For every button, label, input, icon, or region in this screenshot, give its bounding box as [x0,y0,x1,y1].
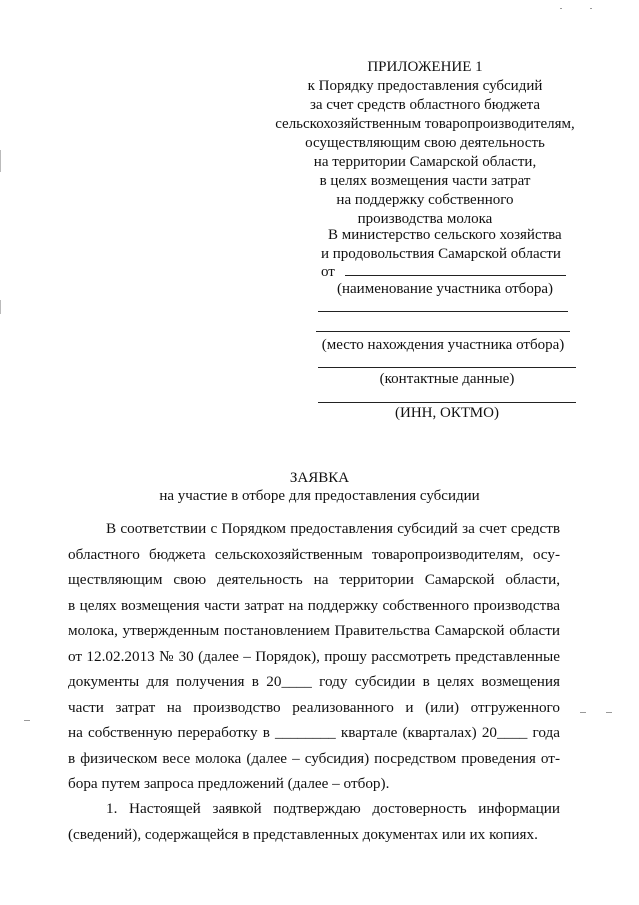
caption-contacts: (контактные данные) [379,371,515,387]
paragraph-line: областного бюджета сельскохозяйственным товаропроизводителям, осу- [68,545,560,563]
paragraph-line: в целях возмещения части затрат на поддержку собственного производства [68,596,560,614]
paragraph-line: в физическом весе молока (далее – субсидия) посредством проведения от- [68,749,560,767]
paragraph-line: (сведений), содержащейся в представленных документах или их копиях. [68,825,538,843]
paragraph-line: от 12.02.2013 № 30 (далее – Порядок), прошу рассмотреть представленные [68,647,560,665]
location-line [316,331,570,332]
scan-speck [590,8,592,9]
caption-applicant-name: (наименование участника отбора) [337,281,553,297]
paragraph-line: молока, утвержденным постановлением Правительства Самарской области [68,622,560,639]
addressee-ministry: В министерство сельского хозяйства [328,227,562,243]
scan-edge-mark [0,300,1,314]
body-paragraph-item-1 [68,796,560,847]
contacts-line [318,367,576,368]
paragraph-line: В соответствии с Порядком предоставления субсидий за счет средств [106,520,560,537]
caption-ids: (ИНН, ОКТМО) [395,405,499,421]
appendix-line: на территории Самарской области, [313,154,537,170]
ids-line [318,402,576,403]
paragraph-line: 1. Настоящей заявкой подтверждаю достоверность информации [106,800,560,817]
scan-speck [580,712,586,713]
appendix-line: к Порядку предоставления субсидий [307,78,543,94]
scan-edge-mark [0,150,1,172]
application-title: ЗАЯВКА [289,470,350,486]
paragraph-line: ществляющим свою деятельность на территории Самарской области, [68,571,560,588]
paragraph-line: документы для получения в 20____ году субсидии в целях возмещения [68,673,560,690]
scan-speck [24,720,30,721]
appendix-title: ПРИЛОЖЕНИЕ 1 [367,59,483,75]
application-subtitle: на участие в отборе для предоставления субсидии [159,488,480,504]
addressee-ministry: и продовольствия Самарской области [321,246,561,262]
appendix-line: производства молока [357,211,493,227]
paragraph-line: части затрат на производство реализованного и (или) отгруженного [68,698,560,716]
applicant-name-line [345,275,566,276]
appendix-line: в целях возмещения части затрат [319,173,531,189]
appendix-line: сельскохозяйственным товаропроизводителям, [275,116,575,132]
appendix-line: за счет средств областного бюджета [309,97,541,113]
appendix-line: осуществляющим свою деятельность [305,135,545,151]
from-label: от [321,264,335,280]
scan-speck [606,712,612,713]
scan-speck [560,8,562,9]
caption-location: (место нахождения участника отбора) [321,337,565,353]
paragraph-line: на собственную переработку в ________ квартале (кварталах) 20____ года [68,724,560,741]
blank-line [318,311,568,312]
paragraph-line: бора путем запроса предложений (далее – отбор). [68,775,390,792]
body-paragraph [68,516,560,797]
appendix-line: на поддержку собственного [336,192,514,208]
